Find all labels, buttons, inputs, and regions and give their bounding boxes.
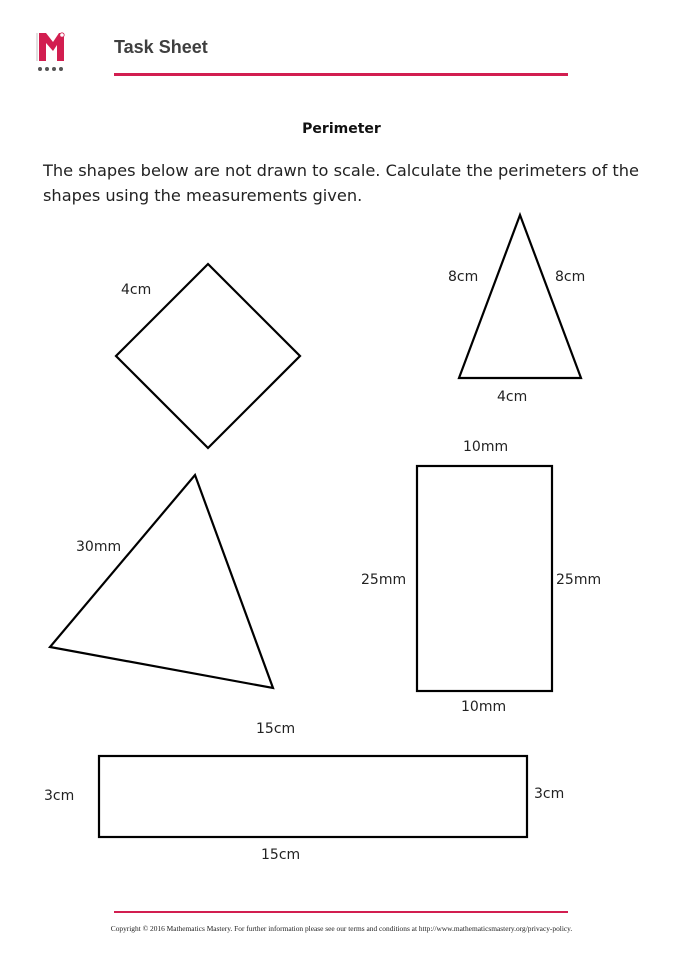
isosceles-triangle-shape — [459, 215, 581, 378]
footer-divider — [114, 911, 568, 913]
triangle-right-side-label: 8cm — [555, 269, 586, 285]
footer-copyright: Copyright © 2016 Mathematics Mastery. For further information please see our terms and conditions at http://www.mathematicsmastery.org/privacy-policy. — [110, 924, 573, 933]
long-rect-right-label: 3cm — [534, 786, 565, 802]
square-side-label: 4cm — [121, 282, 152, 298]
tall-rect-top-label: 10mm — [463, 439, 509, 455]
scalene-triangle-shape — [50, 475, 273, 688]
instructions: The shapes below are not drawn to scale. Calculate the perimeters of the shapes using the measurements given. — [43, 161, 639, 205]
long-rectangle-shape — [99, 756, 527, 837]
triangle-left-side-label: 8cm — [448, 269, 479, 285]
long-rect-left-label: 3cm — [44, 788, 75, 804]
scalene-triangle-side-label: 30mm — [76, 539, 122, 555]
long-rect-top-label: 15cm — [256, 721, 296, 737]
long-rect-bottom-label: 15cm — [261, 847, 301, 863]
tall-rectangle-shape — [417, 466, 552, 691]
tall-rect-bottom-label: 10mm — [461, 699, 507, 715]
triangle-base-label: 4cm — [497, 389, 528, 405]
header-title: Task Sheet — [114, 37, 208, 57]
section-title: Perimeter — [302, 121, 381, 137]
tall-rect-right-label: 25mm — [556, 572, 602, 588]
tall-rect-left-label: 25mm — [361, 572, 407, 588]
